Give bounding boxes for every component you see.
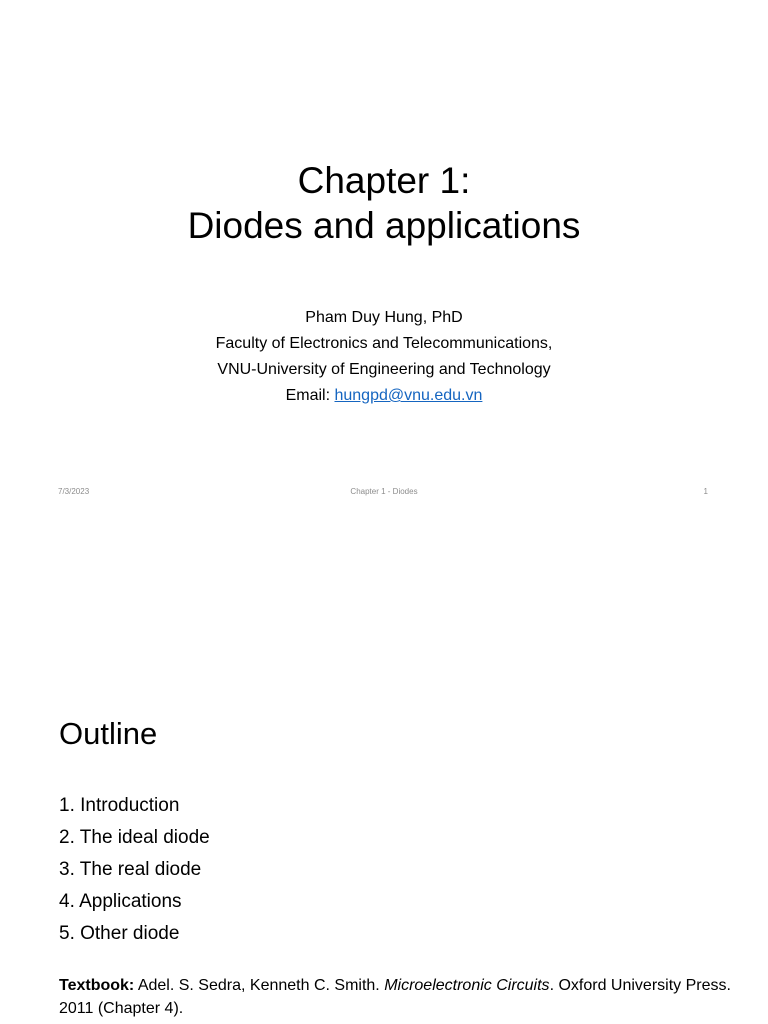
- textbook-reference: [59, 974, 739, 1020]
- affiliation-university: VNU-University of Engineering and Technology: [217, 361, 551, 378]
- email-label: Email:: [285, 387, 331, 404]
- outline-item: 5. Other diode: [59, 923, 180, 944]
- outline-item: 3. The real diode: [59, 859, 202, 880]
- title-line-1: Chapter 1:: [297, 160, 471, 201]
- affiliation-faculty: Faculty of Electronics and Telecommunications,: [215, 335, 553, 352]
- email-line: [0, 383, 768, 409]
- outline-slide: [0, 512, 768, 1024]
- textbook-title: Microelectronic Circuits: [384, 977, 550, 994]
- author-name: Pham Duy Hung, PhD: [305, 309, 463, 326]
- outline-item: 2. The ideal diode: [59, 827, 210, 848]
- outline-list: [59, 790, 210, 950]
- textbook-label: Textbook:: [59, 977, 135, 994]
- textbook-authors: Adel. S. Sedra, Kenneth C. Smith.: [137, 977, 380, 994]
- footer-chapter: Chapter 1 - Diodes: [350, 487, 418, 496]
- footer-page-number: 1: [703, 487, 708, 496]
- email-link[interactable]: hungpd@vnu.edu.vn: [334, 387, 483, 404]
- textbook-publisher: . Oxford University Press. 2011 (Chapter 4).: [59, 977, 731, 1017]
- outline-item: 1. Introduction: [59, 795, 180, 816]
- outline-title: Outline: [59, 716, 158, 751]
- title-line-2: Diodes and applications: [187, 205, 581, 246]
- outline-item: 4. Applications: [59, 891, 182, 912]
- slide-title: [0, 158, 768, 248]
- author-info: [0, 305, 768, 409]
- footer-date: 7/3/2023: [58, 487, 90, 496]
